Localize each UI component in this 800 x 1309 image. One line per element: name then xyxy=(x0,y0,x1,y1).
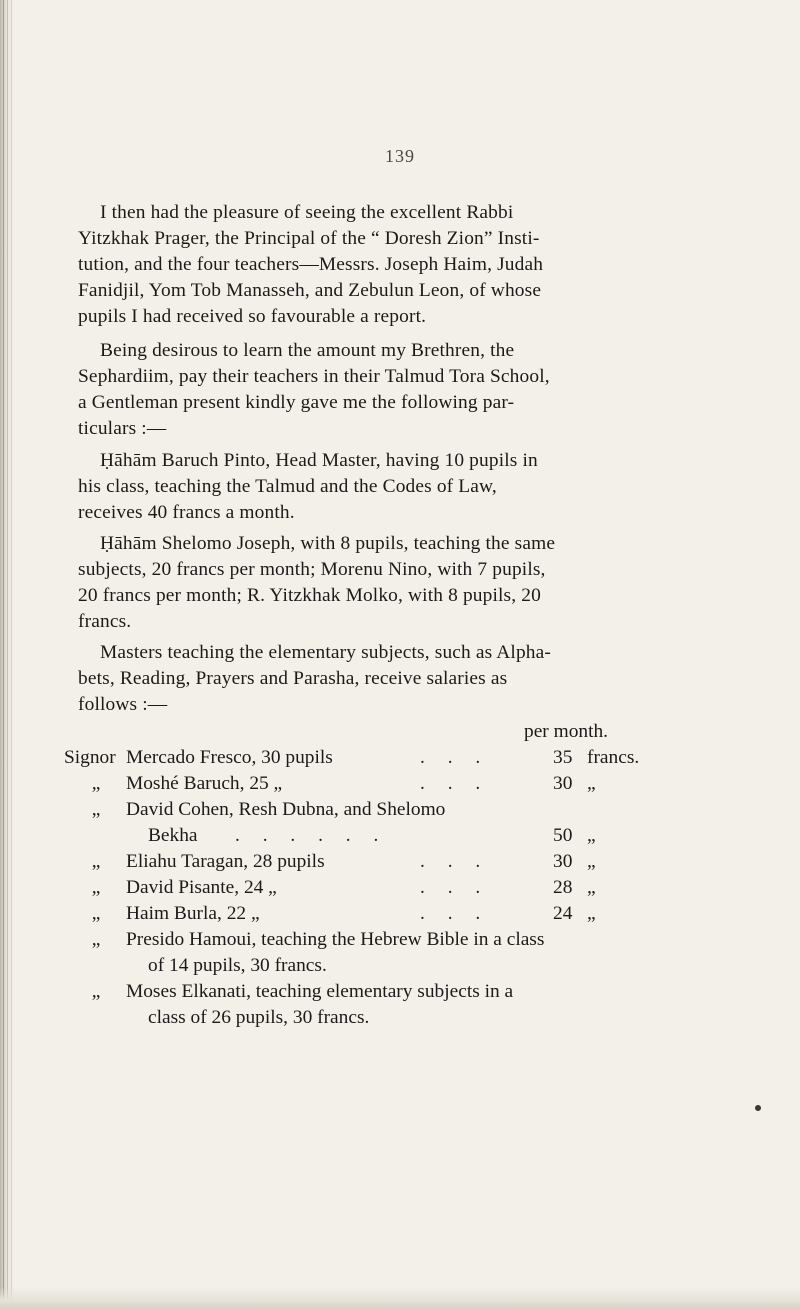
row-amount: 28 xyxy=(553,877,573,898)
row-text: Moshé Baruch, 25 „ xyxy=(126,773,283,794)
salary-row xyxy=(0,771,800,797)
text-line: Ḥāhām Shelomo Joseph, with 8 pupils, teaching the same xyxy=(100,533,556,554)
paragraph-5 xyxy=(78,640,726,718)
salary-row xyxy=(0,953,800,979)
text-line: ticulars :— xyxy=(78,418,167,439)
salary-row xyxy=(0,1005,800,1031)
text-line: Masters teaching the elementary subjects, such as Alpha- xyxy=(100,642,552,663)
salary-row xyxy=(0,875,800,901)
paragraph-1 xyxy=(78,200,726,330)
row-amount: 30 xyxy=(553,773,573,794)
text-line: follows :— xyxy=(78,694,168,715)
row-text: of 14 pupils, 30 francs. xyxy=(148,955,327,976)
row-text: Bekha xyxy=(148,825,198,846)
text-line: Yitzkhak Prager, the Principal of the “ Doresh Zion” Insti- xyxy=(78,228,540,249)
row-text: class of 26 pupils, 30 francs. xyxy=(148,1007,370,1028)
text-line: bets, Reading, Prayers and Parasha, receive salaries as xyxy=(78,668,508,689)
row-text: Moses Elkanati, teaching elementary subjects in a xyxy=(126,981,514,1002)
text-line: francs. xyxy=(78,611,132,632)
page-edge-line xyxy=(3,0,4,1309)
salary-row xyxy=(0,901,800,927)
text-line: a Gentleman present kindly gave me the following par- xyxy=(78,392,515,413)
row-prefix: „ xyxy=(91,877,101,898)
salary-row xyxy=(0,745,800,771)
row-leaders: . . . xyxy=(420,747,490,768)
row-text: Mercado Fresco, 30 pupils xyxy=(126,747,333,768)
row-leaders: . . . xyxy=(420,773,490,794)
text-line: 20 francs per month; R. Yitzkhak Molko, with 8 pupils, 20 xyxy=(78,585,541,606)
row-prefix: „ xyxy=(91,799,101,820)
row-unit: „ xyxy=(587,903,596,924)
paragraph-4 xyxy=(78,531,726,635)
page-number: 139 xyxy=(385,146,415,166)
row-amount: 35 xyxy=(553,747,573,768)
row-leaders: . . . xyxy=(420,903,490,924)
text-line: his class, teaching the Talmud and the Codes of Law, xyxy=(78,476,497,497)
salary-row xyxy=(0,823,800,849)
paragraph-2 xyxy=(78,338,726,442)
row-prefix: „ xyxy=(91,929,101,950)
salary-row xyxy=(0,797,800,823)
page-edge-line xyxy=(11,0,12,1309)
page-bottom-edge xyxy=(0,1287,800,1309)
row-text: Haim Burla, 22 „ xyxy=(126,903,260,924)
paragraph-3 xyxy=(78,448,726,526)
per-month-label: per month. xyxy=(524,721,609,742)
row-prefix: Signor xyxy=(64,747,116,768)
row-amount: 50 xyxy=(553,825,573,846)
text-line: subjects, 20 francs per month; Morenu Nino, with 7 pupils, xyxy=(78,559,546,580)
row-unit: „ xyxy=(587,825,596,846)
salary-row xyxy=(0,979,800,1005)
row-amount: 30 xyxy=(553,851,573,872)
row-unit: francs. xyxy=(587,747,640,768)
row-unit: „ xyxy=(587,773,596,794)
text-line: Fanidjil, Yom Tob Manasseh, and Zebulun Leon, of whose xyxy=(78,280,542,301)
text-line: Sephardiim, pay their teachers in their Talmud Tora School, xyxy=(78,366,550,387)
row-prefix: „ xyxy=(91,903,101,924)
text-line: Ḥāhām Baruch Pinto, Head Master, having 10 pupils in xyxy=(100,450,538,471)
salary-row xyxy=(0,849,800,875)
row-prefix: „ xyxy=(91,851,101,872)
text-line: receives 40 francs a month. xyxy=(78,502,295,523)
row-leaders: . . . . . . xyxy=(235,825,388,846)
text-line: pupils I had received so favourable a report. xyxy=(78,306,427,327)
text-line: tution, and the four teachers—Messrs. Joseph Haim, Judah xyxy=(78,254,544,275)
text-line: Being desirous to learn the amount my Brethren, the xyxy=(100,340,515,361)
row-unit: „ xyxy=(587,877,596,898)
row-prefix: „ xyxy=(91,773,101,794)
page-edge-line xyxy=(7,0,8,1309)
row-leaders: . . . xyxy=(420,877,490,898)
row-unit: „ xyxy=(587,851,596,872)
row-text: Eliahu Taragan, 28 pupils xyxy=(126,851,325,872)
row-text: David Pisante, 24 „ xyxy=(126,877,277,898)
row-amount: 24 xyxy=(553,903,573,924)
row-text: Presido Hamoui, teaching the Hebrew Bible in a class xyxy=(126,929,545,950)
salary-row xyxy=(0,927,800,953)
row-text: David Cohen, Resh Dubna, and Shelomo xyxy=(126,799,446,820)
ink-spot xyxy=(755,1105,761,1111)
row-leaders: . . . xyxy=(420,851,490,872)
text-line: I then had the pleasure of seeing the excellent Rabbi xyxy=(100,202,514,223)
row-prefix: „ xyxy=(91,981,101,1002)
